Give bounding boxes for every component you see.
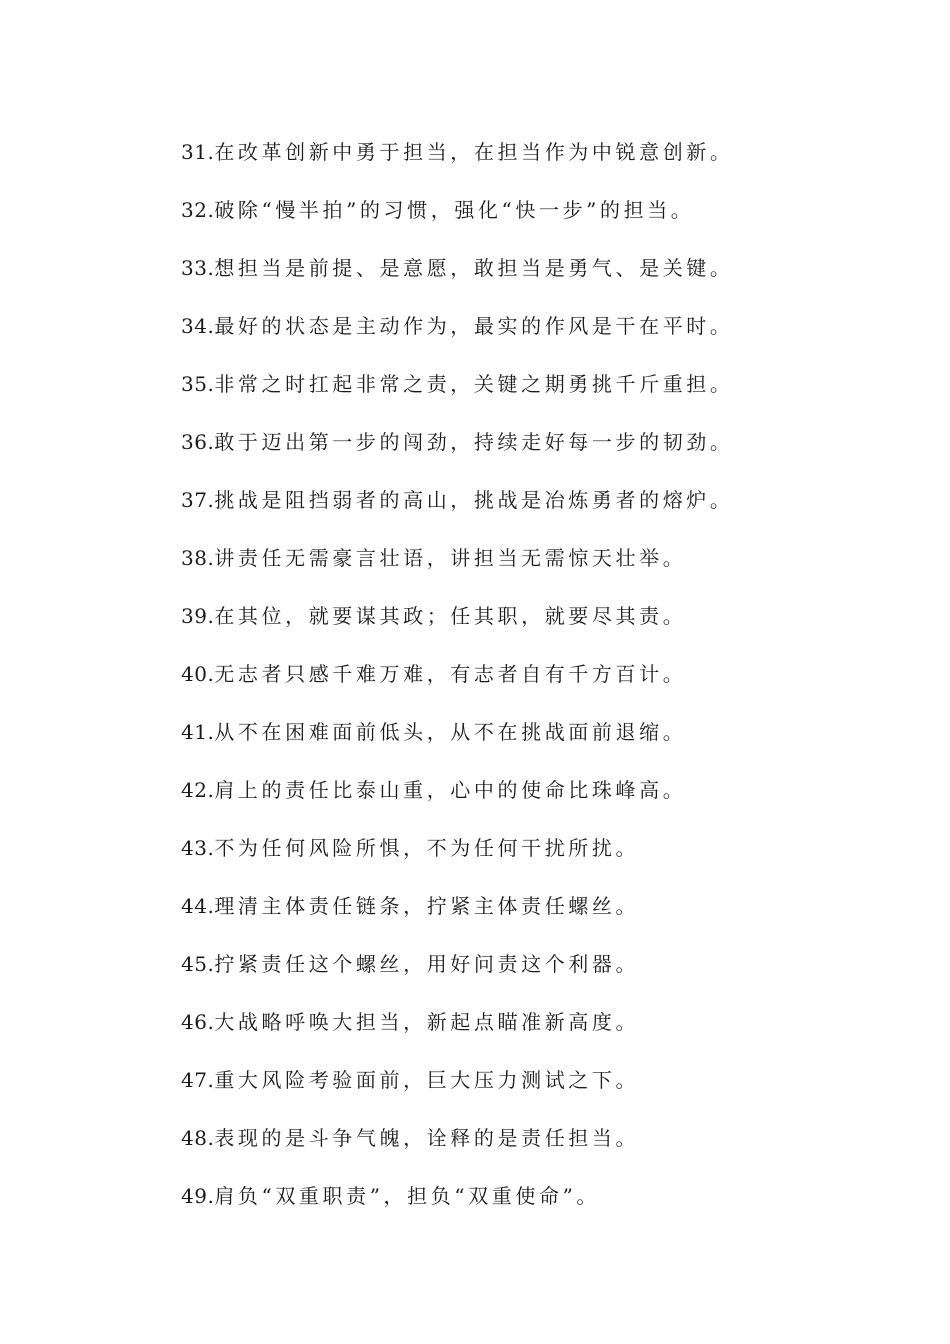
item-number: 33.	[181, 256, 215, 280]
item-number: 48.	[181, 1126, 215, 1150]
item-number: 35.	[181, 372, 215, 396]
list-item	[181, 656, 734, 714]
item-text: 肩负“双重职责”，担负“双重使命”。	[214, 1184, 601, 1208]
item-number: 47.	[181, 1068, 215, 1092]
item-number: 42.	[181, 778, 215, 802]
list-item	[181, 1004, 734, 1062]
list-item	[181, 946, 734, 1004]
item-text: 理清主体责任链条，拧紧主体责任螺丝。	[214, 894, 640, 918]
item-text: 表现的是斗争气魄，诠释的是责任担当。	[214, 1126, 640, 1150]
item-number: 38.	[181, 546, 215, 570]
list-item	[181, 714, 734, 772]
item-number: 32.	[181, 198, 215, 222]
list-item	[181, 308, 734, 366]
item-number: 34.	[181, 314, 215, 338]
list-item	[181, 424, 734, 482]
item-number: 49.	[181, 1184, 215, 1208]
list-item	[181, 366, 734, 424]
item-text: 肩上的责任比泰山重，心中的使命比珠峰高。	[214, 778, 687, 802]
item-number: 45.	[181, 952, 215, 976]
item-number: 37.	[181, 488, 215, 512]
list-item	[181, 1062, 734, 1120]
list-item	[181, 192, 734, 250]
list-item	[181, 598, 734, 656]
item-text: 不为任何风险所惧，不为任何干扰所扰。	[214, 836, 640, 860]
list-item	[181, 540, 734, 598]
list-item	[181, 772, 734, 830]
item-number: 31.	[181, 140, 215, 164]
list-item	[181, 134, 734, 192]
item-text: 在改革创新中勇于担当，在担当作为中锐意创新。	[214, 140, 734, 164]
item-text: 大战略呼唤大担当，新起点瞄准新高度。	[214, 1010, 640, 1034]
list-item	[181, 830, 734, 888]
item-text: 从不在困难面前低头，从不在挑战面前退缩。	[214, 720, 687, 744]
list-item	[181, 250, 734, 308]
item-text: 讲责任无需豪言壮语，讲担当无需惊天壮举。	[214, 546, 687, 570]
item-number: 41.	[181, 720, 215, 744]
item-text: 敢于迈出第一步的闯劲，持续走好每一步的韧劲。	[214, 430, 734, 454]
item-text: 非常之时扛起非常之责，关键之期勇挑千斤重担。	[214, 372, 734, 396]
item-number: 46.	[181, 1010, 215, 1034]
item-number: 39.	[181, 604, 215, 628]
item-text: 重大风险考验面前，巨大压力测试之下。	[214, 1068, 640, 1092]
list-item	[181, 1178, 734, 1236]
item-text: 破除“慢半拍”的习惯，强化“快一步”的担当。	[214, 198, 695, 222]
item-text: 无志者只感千难万难，有志者自有千方百计。	[214, 662, 687, 686]
list-item	[181, 1120, 734, 1178]
list-item	[181, 482, 734, 540]
item-text: 想担当是前提、是意愿，敢担当是勇气、是关键。	[214, 256, 734, 280]
item-number: 43.	[181, 836, 215, 860]
item-text: 拧紧责任这个螺丝，用好问责这个利器。	[214, 952, 640, 976]
item-number: 36.	[181, 430, 215, 454]
item-text: 最好的状态是主动作为，最实的作风是干在平时。	[214, 314, 734, 338]
item-text: 挑战是阻挡弱者的高山，挑战是冶炼勇者的熔炉。	[214, 488, 734, 512]
item-number: 44.	[181, 894, 215, 918]
item-text: 在其位，就要谋其政；任其职，就要尽其责。	[214, 604, 687, 628]
item-number: 40.	[181, 662, 215, 686]
quote-list	[181, 134, 734, 1236]
list-item	[181, 888, 734, 946]
